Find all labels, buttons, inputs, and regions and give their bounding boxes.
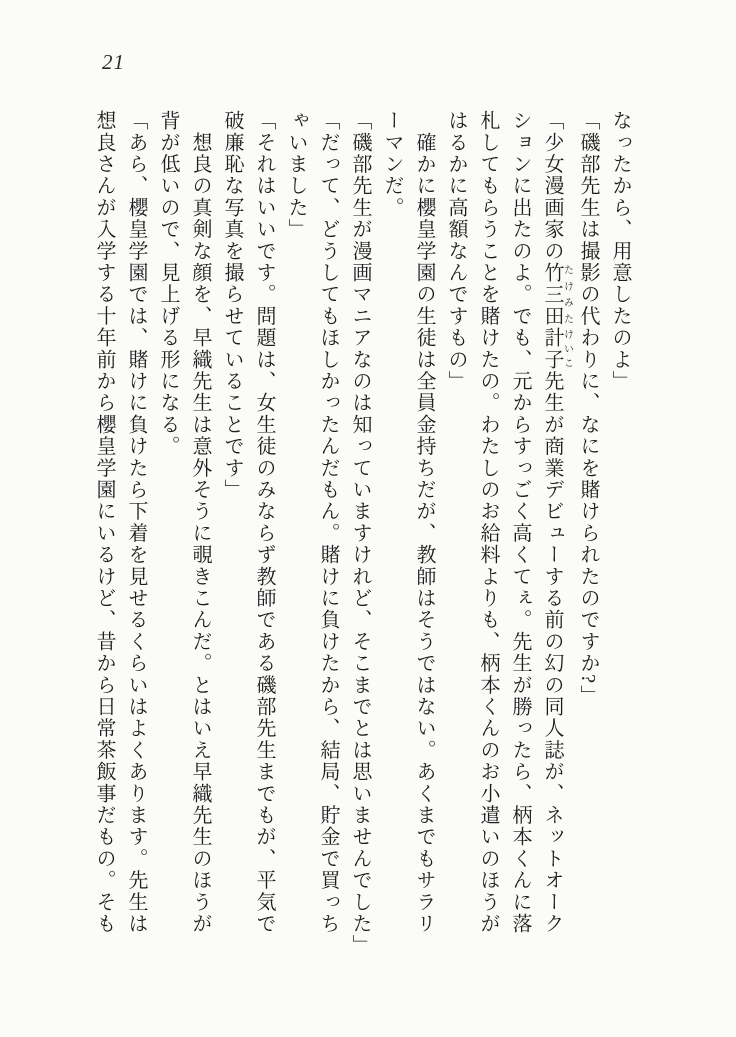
furigana-けいこ: 計子けいこ	[541, 327, 573, 371]
text-column-p2-l1: 「磯部先生は撮影の代わりに、なにを賭けられたのですか?」	[577, 110, 599, 707]
text-column-p6-l1: 「だって、どうしてもほしかったんだもん。賭けに負けたから、結局、貯金で買っち	[317, 110, 339, 935]
text-column-p3-l1: 「少女漫画家の竹三田たけみた計子けいこ先生が商業デビューする前の幻の同人誌が、ネットオーク	[541, 110, 573, 935]
text-column-p6-l2: ゃいました」	[285, 110, 307, 241]
furigana-たけみた: 竹三田たけみた	[541, 261, 573, 328]
text-column-p7-l2: 破廉恥な写真を撮らせていることです」	[221, 110, 243, 501]
text-column-p7-l1: 「それはいいです。問題は、女生徒のみならず教師である磯部先生までもが、平気で	[253, 110, 275, 935]
text-column-p5-l1: 「磯部先生が漫画マニアなのは知っていますけれど、そこまでとは思いませんでした」	[349, 110, 371, 957]
page-body-text	[88, 110, 636, 956]
text-column-p3-l4: はるかに高額なんですもの」	[445, 110, 467, 393]
text-column-p8-l1: 想良の真剣な顔を、早織先生は意外そうに覗きこんだ。とはいえ早織先生のほうが	[189, 110, 211, 935]
text-column-p3-l2: ションに出たのよ。でも、元からすっごく高くてぇ。先生が勝ったら、柄本くんに落	[509, 110, 531, 935]
text-column-p4-l2: ーマンだ。	[381, 110, 403, 219]
text-column-p4-l1: 確かに櫻皇学園の生徒は全員金持ちだが、教師はそうではない。あくまでもサラリ	[413, 110, 435, 935]
text-column-p9-l1: 「あら、櫻皇学園では、賭けに負けたら下着を見せるくらいはよくあります。先生は	[125, 110, 147, 935]
page-number: 21	[102, 50, 125, 74]
text-column-p1-l1: なったから、用意したのよ」	[609, 110, 631, 393]
text-column-p9-l2: 想良さんが入学する十年前から櫻皇学園にいるけど、昔から日常茶飯事だもの。そも	[93, 110, 115, 935]
text-column-p3-l3: 札してもらうことを賭けたの。わたしのお給料よりも、柄本くんのお小遣いのほうが	[477, 110, 499, 935]
text-column-p8-l2: 背が低いので、見上げる形になる。	[157, 110, 179, 458]
